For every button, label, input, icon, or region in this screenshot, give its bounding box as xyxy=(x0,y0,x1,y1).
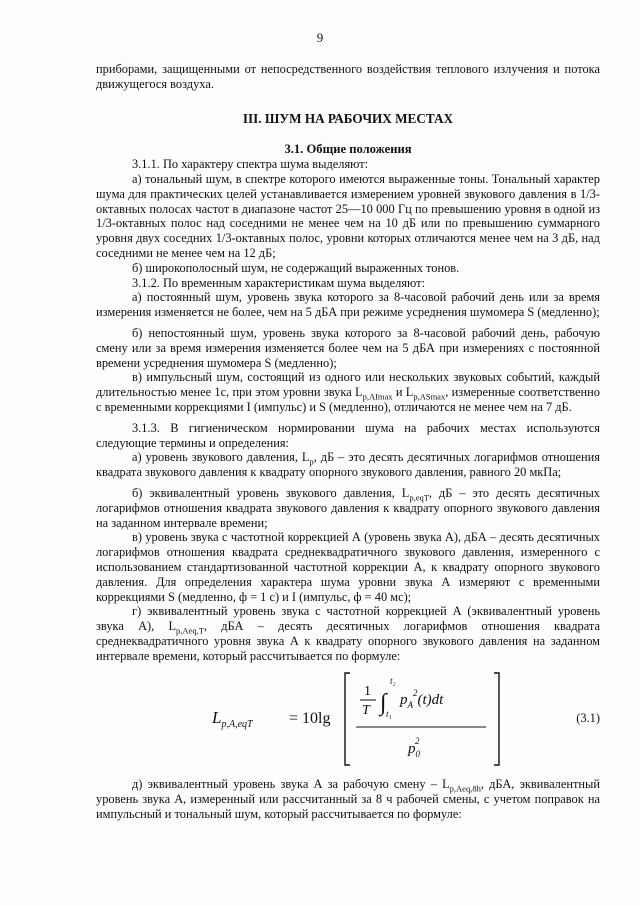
paragraph-3-1-3-a: а) уровень звукового давления, $L_p$, дБ – это десять десятичных логарифмов отношения квадрата звукового давления к квадрату опорного звукового давления, равного 20 мкПа; xyxy=(96,450,600,480)
integral-sign: ∫ xyxy=(380,690,387,717)
paragraph-3-1-3-v: в) уровень звука с частотной коррекцией А (уровень звука А), дБА – десять десятичных логарифмов отношения квадрата среднеквадратичного звукового давления, измеренного с использованием стандартизованной частотной коррекции А, к квадрату опорного звукового давления. Для определения характера шума уровни звука А измеряют с временными коррекциями S (медленно, ф = 1 с) и I (импульс, ф = 40 мс); xyxy=(96,530,600,604)
paragraph-3-1-2-a: а) постоянный шум, уровень звука которого за 8-часовой рабочий день или за время измерения изменяется не более, чем на 5 дБА при режиме усреднения шумомера S (медленно); xyxy=(96,290,600,320)
paragraph-3-1-2-b: б) непостоянный шум, уровень звука которого за 8-часовой рабочий день, рабочую смену или за время измерения изменяется более чем на 5 дБА при измерениях с постоянной времени усреднения шумомера S (медленно); xyxy=(96,325,600,370)
page-number: 9 xyxy=(316,30,324,45)
paragraph-3-1-2: 3.1.2. По временным характеристикам шума выделяют: xyxy=(132,275,426,290)
formula-3-1 xyxy=(96,667,600,771)
formula-lhs: $L_{p,A,eqT}$ xyxy=(212,708,253,731)
integrand: $p_A^2(t)dt$ xyxy=(400,688,444,711)
paragraph-3-1-1-b: б) широкополосный шум, не содержащий выраженных тонов. xyxy=(132,260,460,275)
paragraph-3-1-3-b: б) эквивалентный уровень звукового давления, $L_{p,eqT}$, дБ – это десять десятичных логарифмов отношения квадрата звукового давления к квадрату опорного звукового давления на заданном интервале времени; xyxy=(96,485,600,530)
formula-graphic xyxy=(196,667,516,771)
paragraph-3-1-1-a: а) тональный шум, в спектре которого имеются выраженные тоны. Тональный характер шума для практических целей устанавливается измерением уровней звукового давления в 1/3-октавных полосах частот в диапазоне частот 25—10 000 Гц по превышению уровня в одной из 1/3-октавных полос над соседними не менее чем на 10 дБ или по превышению суммарного уровня двух соседних 1/3-октавных полос, уровни которых отличаются менее чем на 3 дБ, над соседними не менее чем на 12 дБ; xyxy=(96,171,600,260)
formula-one: 1 xyxy=(364,684,371,700)
left-bracket xyxy=(345,673,350,765)
integral-lower: t₁ xyxy=(386,709,392,720)
formula-T: T xyxy=(362,703,370,719)
subsection-title: 3.1. Общие положения xyxy=(284,142,412,157)
integral-upper: t₂ xyxy=(390,676,396,687)
paragraph-3-1-2-v: в) импульсный шум, состоящий из одного или нескольких звуковых событий, каждый длительностью менее 1с, при этом уровни звука $L_{p,AImax}$ и $L_{p,ASmax}$, измеренные соответственно с временными коррекциями I (импульс) и S (медленно), отличаются не менее чем на 7 дБ. xyxy=(96,370,600,414)
intro-paragraph: приборами, защищенными от непосредственного воздействия теплового излучения и потока движущегося воздуха. xyxy=(96,62,600,91)
section-title: III. ШУМ НА РАБОЧИХ МЕСТАХ xyxy=(242,110,454,126)
paragraph-3-1-3-d: д) эквивалентный уровень звука А за рабочую смену – $L_{p,Aeq,8h}$, дБА, эквивалентный уровень звука А, измеренный или рассчитанный за 8 ч рабочей смены, с учетом поправок на импульсный и тональный шум, который рассчитывается по формуле: xyxy=(96,777,601,822)
paragraph-3-1-3-g: г) эквивалентный уровень звука с частотной коррекцией А (эквивалентный уровень звука А), $L_{p,Aeq,T}$, дБА – десять десятичных логарифмов отношения квадрата среднеквадратичного уровня звука А к квадрату опорного звукового давления на заданном интервале времени, который рассчитывается по формуле: xyxy=(96,604,600,663)
equation-number: (3.1) xyxy=(576,711,600,726)
page-content xyxy=(96,0,600,822)
right-bracket xyxy=(494,673,499,765)
denominator: $p_02$ xyxy=(408,736,420,760)
paragraph-3-1-3: 3.1.3. В гигиеническом нормировании шума на рабочих местах используются следующие термины и определения: xyxy=(96,420,600,450)
paragraph-3-1-1: 3.1.1. По характеру спектра шума выделяют: xyxy=(132,157,369,172)
formula-eq: = 10lg xyxy=(289,710,331,728)
